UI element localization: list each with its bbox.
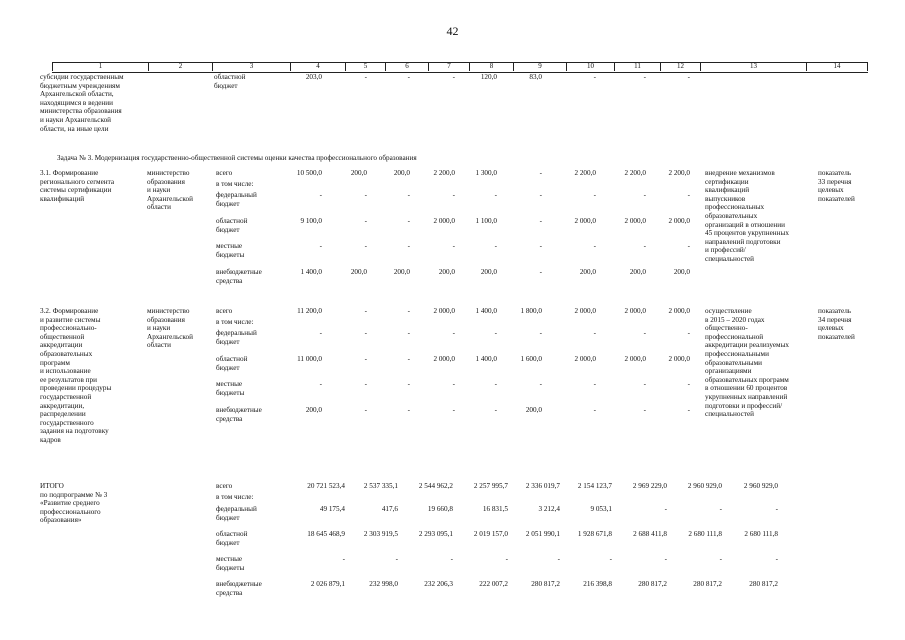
- value-cell: -: [494, 329, 497, 337]
- funding-source: местные бюджеты: [216, 380, 245, 397]
- value-cell: 200,0: [438, 268, 455, 276]
- value-cell: -: [364, 217, 367, 225]
- value-cell: 11 200,0: [297, 307, 322, 315]
- value-cell: 216 398,8: [583, 580, 612, 588]
- value-cell: 2 000,0: [574, 307, 596, 315]
- expected-result: внедрение механизмов сертификации квалификаций выпускников профессиональных образовательных организаций в отношении 45 процентов укрупненных направлений подготовки и профессий/ специальностей: [705, 169, 789, 263]
- value-cell: 2 680 111,8: [744, 530, 778, 538]
- executor: министерство образования и науки Архангельской области: [147, 169, 193, 212]
- value-cell: -: [539, 268, 542, 276]
- value-cell: 1 400,0: [475, 355, 497, 363]
- value-cell: -: [775, 505, 778, 513]
- value-cell: 2 303 919,5: [363, 530, 398, 538]
- value-cell: -: [664, 555, 667, 563]
- value-cell: -: [664, 505, 667, 513]
- value-cell: -: [593, 380, 596, 388]
- funding-source: в том числе:: [216, 180, 254, 188]
- value-cell: 1 800,0: [520, 307, 542, 315]
- value-cell: -: [687, 380, 690, 388]
- value-cell: 2 200,0: [574, 169, 596, 177]
- value-cell: 2 200,0: [624, 169, 646, 177]
- value-cell: 2 680 111,8: [688, 530, 722, 538]
- value-cell: -: [364, 329, 367, 337]
- header-cell: 3: [212, 62, 290, 71]
- value-cell: 200,0: [673, 268, 690, 276]
- value-cell: 2 969 229,0: [632, 482, 667, 490]
- value-cell: 2 000,0: [433, 307, 455, 315]
- value-cell: 2 336 019,7: [525, 482, 560, 490]
- expected-result: осуществление в 2015 – 2020 годах общественно- профессиональной аккредитации реализуемых профессиональными образовательными организациями образовательных программ в отношении 60 процентов укрупненных направлений подготовки и профессий/ специальностей: [705, 307, 790, 419]
- value-cell: -: [593, 191, 596, 199]
- value-cell: -: [364, 380, 367, 388]
- value-cell: 200,0: [480, 268, 497, 276]
- value-cell: 2 000,0: [668, 355, 690, 363]
- funding-source: всего: [216, 482, 233, 490]
- value-cell: 280 817,2: [693, 580, 722, 588]
- value-cell: -: [775, 555, 778, 563]
- value-cell: 83,0: [529, 73, 542, 81]
- value-cell: -: [539, 380, 542, 388]
- value-cell: -: [342, 555, 345, 563]
- value-cell: 2 537 335,1: [363, 482, 398, 490]
- funding-source: внебюджетные средства: [216, 406, 262, 423]
- value-cell: -: [643, 242, 646, 250]
- value-cell: -: [643, 406, 646, 414]
- value-cell: 2 154 123,7: [577, 482, 612, 490]
- value-cell: 3 212,4: [538, 505, 560, 513]
- value-cell: 2 000,0: [668, 307, 690, 315]
- measure-name: 3.2. Формирование и развитие системы профессионально- общественной аккредитации образовательных программ и использование ее результатов при проведении процедуры государственной аккредитации, распределении государственного задания на подготовку кадров: [40, 307, 112, 444]
- value-cell: 10 500,0: [296, 169, 322, 177]
- funding-source: местные бюджеты: [216, 242, 245, 259]
- value-cell: -: [452, 191, 455, 199]
- value-cell: 2 293 095,1: [418, 530, 453, 538]
- value-cell: -: [407, 217, 410, 225]
- value-cell: -: [593, 242, 596, 250]
- value-cell: -: [364, 406, 367, 414]
- executor: министерство образования и науки Архангельской области: [147, 307, 193, 350]
- value-cell: 280 817,2: [749, 580, 778, 588]
- value-cell: 200,0: [393, 169, 410, 177]
- value-cell: 1 600,0: [520, 355, 542, 363]
- value-cell: -: [643, 73, 646, 81]
- funding-source: областной бюджет: [216, 530, 248, 547]
- funding-source: внебюджетные средства: [216, 268, 262, 285]
- value-cell: 203,0: [305, 73, 322, 81]
- value-cell: -: [687, 329, 690, 337]
- value-cell: 222 007,2: [479, 580, 508, 588]
- value-cell: 2 000,0: [574, 355, 596, 363]
- value-cell: 49 175,4: [319, 505, 345, 513]
- value-cell: 2 200,0: [433, 169, 455, 177]
- value-cell: -: [643, 380, 646, 388]
- header-cell: 12: [660, 62, 700, 71]
- funding-source: в том числе:: [216, 493, 254, 501]
- value-cell: -: [364, 242, 367, 250]
- value-cell: -: [319, 380, 322, 388]
- value-cell: 2 019 157,0: [473, 530, 508, 538]
- value-cell: -: [687, 406, 690, 414]
- value-cell: -: [539, 242, 542, 250]
- task-heading: Задача № 3. Модернизация государственно-общественной системы оценки качества профессионального образования: [57, 154, 417, 162]
- header-cell: 11: [614, 62, 660, 71]
- value-cell: -: [407, 406, 410, 414]
- value-cell: 2 051 990,1: [525, 530, 560, 538]
- funding-source: всего: [216, 169, 233, 177]
- header-cell: 7: [428, 62, 469, 71]
- row-name: субсидии государственным бюджетным учреждениям Архангельской области, находящимся в ведении министерства образования и науки Архангельской области, на иные цели: [40, 73, 124, 133]
- value-cell: -: [505, 555, 508, 563]
- value-cell: -: [364, 73, 367, 81]
- funding-source: областной бюджет: [216, 217, 248, 234]
- total-label: ИТОГО по подпрограмме № 3 «Развитие среднего профессионального образования»: [40, 482, 108, 525]
- value-cell: 2 200,0: [668, 169, 690, 177]
- value-cell: -: [452, 380, 455, 388]
- value-cell: -: [643, 191, 646, 199]
- header-cell: 10: [566, 62, 614, 71]
- value-cell: -: [687, 73, 690, 81]
- value-cell: -: [319, 191, 322, 199]
- header-cell: 4: [290, 62, 345, 71]
- value-cell: 2 000,0: [433, 355, 455, 363]
- value-cell: -: [364, 191, 367, 199]
- value-cell: 9 053,1: [590, 505, 612, 513]
- value-cell: -: [452, 242, 455, 250]
- header-cell: 8: [469, 62, 513, 71]
- header-cell: 14: [806, 62, 868, 71]
- value-cell: 18 645 468,9: [307, 530, 345, 538]
- value-cell: -: [319, 242, 322, 250]
- measure-name: 3.1. Формирование регионального сегмента системы сертификации квалификаций: [40, 169, 115, 203]
- funding-source: областной бюджет: [216, 355, 248, 372]
- value-cell: 2 000,0: [574, 217, 596, 225]
- funding-source: федеральный бюджет: [216, 329, 257, 346]
- funding-source: федеральный бюджет: [216, 505, 257, 522]
- header-cell: 2: [148, 62, 212, 71]
- value-cell: -: [494, 191, 497, 199]
- value-cell: 16 831,5: [482, 505, 508, 513]
- value-cell: 200,0: [393, 268, 410, 276]
- value-cell: 200,0: [350, 169, 367, 177]
- value-cell: -: [719, 555, 722, 563]
- funding-source: областной бюджет: [214, 73, 246, 90]
- value-cell: -: [609, 555, 612, 563]
- value-cell: -: [593, 73, 596, 81]
- value-cell: 9 100,0: [300, 217, 322, 225]
- value-cell: -: [407, 380, 410, 388]
- value-cell: 11 000,0: [297, 355, 322, 363]
- value-cell: -: [452, 329, 455, 337]
- value-cell: 2 000,0: [668, 217, 690, 225]
- value-cell: 232 206,3: [424, 580, 453, 588]
- value-cell: 417,6: [381, 505, 398, 513]
- value-cell: -: [407, 355, 410, 363]
- funding-source: всего: [216, 307, 233, 315]
- value-cell: 2 688 411,8: [633, 530, 667, 538]
- value-cell: -: [364, 355, 367, 363]
- value-cell: -: [539, 191, 542, 199]
- value-cell: -: [494, 406, 497, 414]
- header-cell: 1: [52, 62, 148, 71]
- value-cell: -: [593, 329, 596, 337]
- value-cell: 280 817,2: [638, 580, 667, 588]
- value-cell: -: [407, 307, 410, 315]
- value-cell: -: [452, 406, 455, 414]
- value-cell: 120,0: [480, 73, 497, 81]
- value-cell: 280 817,2: [531, 580, 560, 588]
- value-cell: 2 544 962,2: [418, 482, 453, 490]
- value-cell: 1 300,0: [475, 169, 497, 177]
- value-cell: 200,0: [629, 268, 646, 276]
- target-indicator: показатель 34 перечня целевых показателей: [818, 307, 855, 341]
- value-cell: -: [557, 555, 560, 563]
- value-cell: -: [407, 191, 410, 199]
- value-cell: 2 000,0: [624, 217, 646, 225]
- value-cell: 2 026 879,1: [310, 580, 345, 588]
- funding-source: местные бюджеты: [216, 555, 245, 572]
- funding-source: в том числе:: [216, 318, 254, 326]
- value-cell: 2 000,0: [624, 307, 646, 315]
- value-cell: 232 998,0: [369, 580, 398, 588]
- value-cell: -: [452, 73, 455, 81]
- value-cell: 2 960 929,0: [687, 482, 722, 490]
- value-cell: -: [494, 242, 497, 250]
- target-indicator: показатель 33 перечня целевых показателей: [818, 169, 855, 203]
- value-cell: 2 000,0: [624, 355, 646, 363]
- value-cell: 19 660,8: [427, 505, 453, 513]
- value-cell: -: [450, 555, 453, 563]
- header-cell: 9: [513, 62, 566, 71]
- value-cell: 2 960 929,0: [743, 482, 778, 490]
- value-cell: -: [364, 307, 367, 315]
- value-cell: -: [407, 329, 410, 337]
- value-cell: 200,0: [350, 268, 367, 276]
- value-cell: 1 400,0: [300, 268, 322, 276]
- value-cell: -: [494, 380, 497, 388]
- value-cell: -: [407, 242, 410, 250]
- value-cell: 2 000,0: [433, 217, 455, 225]
- value-cell: -: [539, 217, 542, 225]
- value-cell: -: [643, 329, 646, 337]
- value-cell: -: [687, 242, 690, 250]
- funding-source: федеральный бюджет: [216, 191, 257, 208]
- value-cell: 200,0: [525, 406, 542, 414]
- value-cell: -: [539, 329, 542, 337]
- value-cell: -: [687, 191, 690, 199]
- value-cell: -: [407, 73, 410, 81]
- funding-source: внебюджетные средства: [216, 580, 262, 597]
- header-cell: 13: [700, 62, 806, 71]
- value-cell: -: [539, 169, 542, 177]
- value-cell: 200,0: [305, 406, 322, 414]
- value-cell: -: [593, 406, 596, 414]
- header-cell: 6: [385, 62, 428, 71]
- value-cell: 200,0: [579, 268, 596, 276]
- value-cell: 2 257 995,7: [473, 482, 508, 490]
- value-cell: 1 928 671,8: [577, 530, 612, 538]
- value-cell: -: [395, 555, 398, 563]
- value-cell: 20 721 523,4: [307, 482, 345, 490]
- value-cell: -: [719, 505, 722, 513]
- value-cell: -: [319, 329, 322, 337]
- value-cell: 1 400,0: [475, 307, 497, 315]
- header-cell: 5: [345, 62, 385, 71]
- page-number: 42: [446, 24, 459, 38]
- value-cell: 1 100,0: [475, 217, 497, 225]
